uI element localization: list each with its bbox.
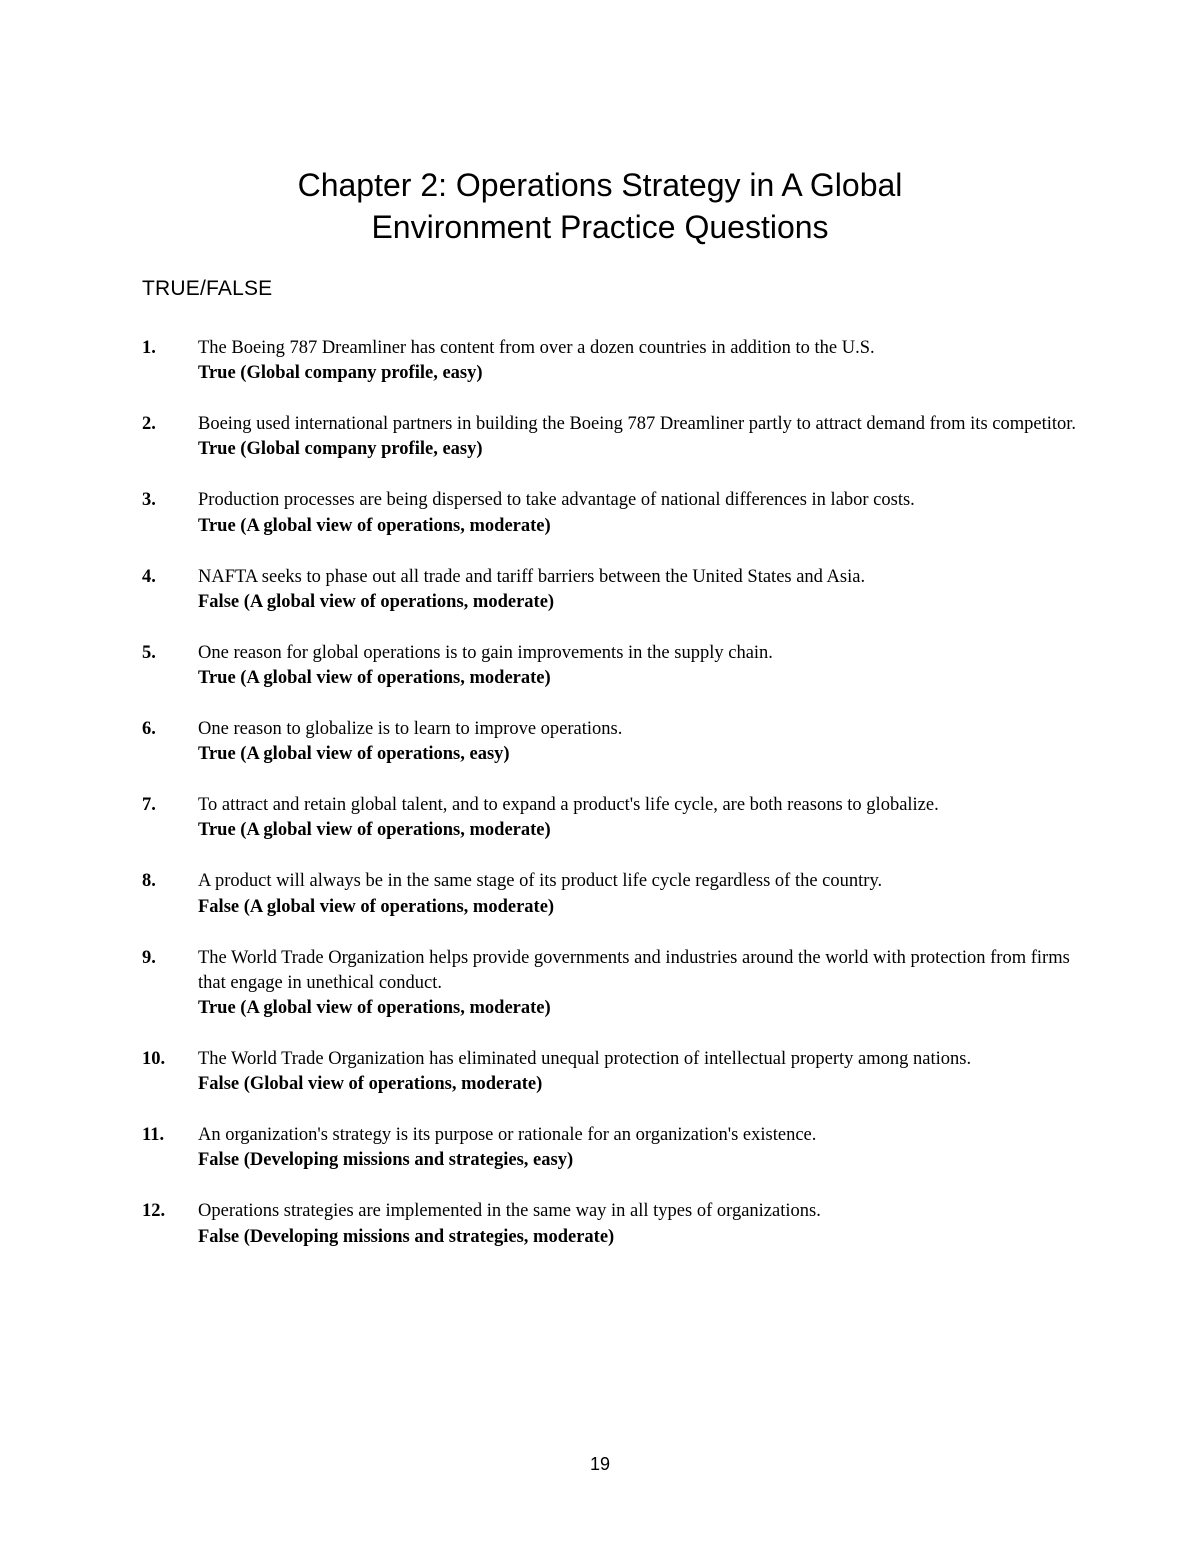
- question-list: [142, 336, 1102, 1276]
- question-answer: False (A global view of operations, moderate): [198, 896, 555, 917]
- question-answer: False (Developing missions and strategies, moderate): [198, 1226, 615, 1247]
- question-number: 2.: [142, 414, 156, 435]
- question-text: The Boeing 787 Dreamliner has content from over a dozen countries in addition to the U.S.: [198, 338, 875, 358]
- question-answer: True (A global view of operations, moderate): [198, 515, 551, 536]
- question-text: The World Trade Organization has eliminated unequal protection of intellectual property among nations.: [198, 1048, 972, 1069]
- question-answer: True (A global view of operations, moderate): [198, 668, 551, 689]
- question-text: One reason for global operations is to gain improvements in the supply chain.: [198, 642, 773, 663]
- question-item: [142, 869, 1102, 920]
- question-answer: False (Developing missions and strategies, easy): [198, 1150, 574, 1171]
- question-number: 8.: [142, 871, 156, 892]
- question-number: 6.: [142, 718, 156, 739]
- question-text: One reason to globalize is to learn to improve operations.: [198, 718, 623, 739]
- question-item: [142, 412, 1102, 463]
- question-answer: True (A global view of operations, moderate): [198, 820, 551, 841]
- question-answer: False (A global view of operations, moderate): [198, 591, 555, 612]
- question-number: 9.: [142, 947, 156, 968]
- question-text: To attract and retain global talent, and to expand a product's life cycle, are both reasons to globalize.: [198, 795, 939, 816]
- question-number: 5.: [142, 642, 156, 663]
- question-text: The World Trade Organization helps provide governments and industries around the world with protection from firms that engage in unethical conduct.: [198, 947, 1070, 993]
- question-number: 3.: [142, 490, 156, 511]
- question-text: An organization's strategy is its purpose or rationale for an organization's existence.: [198, 1125, 817, 1146]
- question-number: 11.: [142, 1125, 165, 1146]
- question-item: [142, 1123, 1102, 1174]
- question-item: [142, 1199, 1102, 1250]
- question-item: [142, 641, 1102, 692]
- question-text: A product will always be in the same stage of its product life cycle regardless of the country.: [198, 871, 883, 892]
- section-heading: TRUE/FALSE: [142, 277, 273, 300]
- question-item: [142, 336, 1102, 387]
- question-answer: False (Global view of operations, moderate): [198, 1074, 543, 1095]
- question-number: 7.: [142, 795, 156, 816]
- page-title: [0, 164, 1200, 248]
- question-text: Production processes are being dispersed to take advantage of national differences in labor costs.: [198, 490, 915, 511]
- question-item: [142, 717, 1102, 768]
- question-text: NAFTA seeks to phase out all trade and tariff barriers between the United States and Asia.: [198, 566, 866, 587]
- question-answer: True (A global view of operations, easy): [198, 744, 510, 765]
- page-title-line-2: Environment Practice Questions: [371, 209, 829, 245]
- question-item: [142, 565, 1102, 616]
- question-text: Boeing used international partners in building the Boeing 787 Dreamliner partly to attract demand from its competitor.: [198, 414, 1077, 435]
- question-number: 1.: [142, 338, 156, 358]
- question-number: 10.: [142, 1048, 166, 1069]
- question-item: [142, 488, 1102, 539]
- question-answer: True (Global company profile, easy): [198, 363, 483, 384]
- question-text: Operations strategies are implemented in the same way in all types of organizations.: [198, 1201, 821, 1222]
- question-item: [142, 1047, 1102, 1098]
- question-answer: True (A global view of operations, moderate): [198, 998, 551, 1019]
- question-item: [142, 946, 1102, 1022]
- question-answer: True (Global company profile, easy): [198, 439, 483, 460]
- question-number: 4.: [142, 566, 156, 587]
- question-item: [142, 793, 1102, 844]
- question-number: 12.: [142, 1201, 166, 1222]
- page-number: 19: [589, 1454, 611, 1474]
- page-title-line-1: Chapter 2: Operations Strategy in A Global: [297, 167, 903, 203]
